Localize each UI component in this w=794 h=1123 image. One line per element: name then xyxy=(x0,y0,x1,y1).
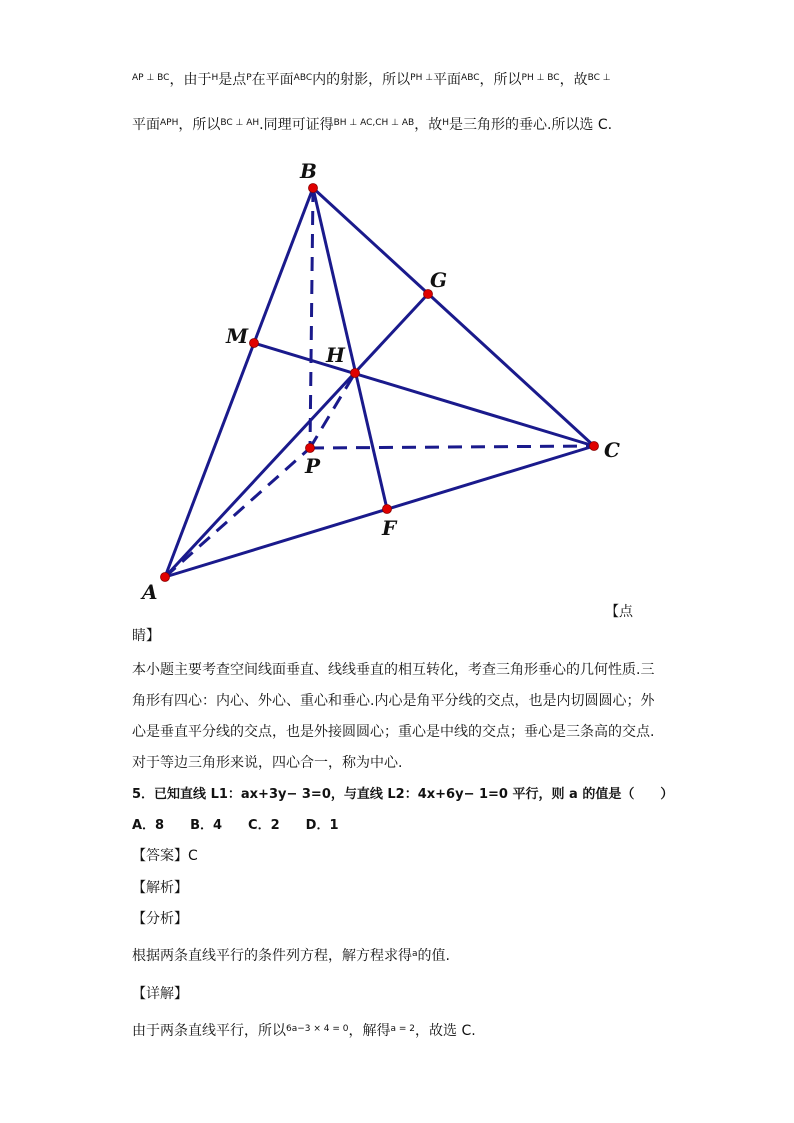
figure-lines xyxy=(165,188,594,577)
text: 由于两条直线平行，所以 xyxy=(132,1023,286,1039)
text: 内的射影，所以 xyxy=(312,72,411,88)
math-ap-perp-bc: AP ⊥ BC xyxy=(132,73,170,83)
label-p: P xyxy=(305,454,321,478)
segment-ac xyxy=(165,446,594,577)
fenxi-label: 【分析】 xyxy=(132,911,188,927)
label-a: A xyxy=(142,580,158,604)
math-abc: ABC xyxy=(293,73,313,83)
label-f: F xyxy=(382,516,397,540)
point-f xyxy=(383,505,392,514)
label-b: B xyxy=(300,159,317,183)
note-line-2: 角形有四心：内心、外心、重心和垂心.内心是角平分线的交点，也是内切圆圆心；外 xyxy=(132,693,655,709)
label-c: C xyxy=(604,438,620,462)
text: ，故选 C. xyxy=(415,1023,476,1039)
math-equation: 6a−3 × 4 = 0 xyxy=(286,1024,349,1034)
segment-bc xyxy=(313,188,594,446)
math-ph-perp-bc: PH ⊥ BC xyxy=(521,73,560,83)
math-h: H xyxy=(211,73,219,83)
note-heading-part1: 【点 xyxy=(605,604,633,620)
point-a xyxy=(161,573,170,582)
label-g: G xyxy=(430,268,448,292)
note-line-3: 心是垂直平分线的交点，也是外接圆圆心；重心是中线的交点；垂心是三条高的交点. xyxy=(132,724,655,740)
note-heading-part2: 睛】 xyxy=(132,628,160,644)
text: ，故 xyxy=(414,117,443,133)
text: ，故 xyxy=(559,72,588,88)
segment-ph xyxy=(310,373,355,448)
geometry-figure xyxy=(130,150,670,610)
detail-text xyxy=(132,1021,476,1043)
math-aph: APH xyxy=(160,118,179,128)
text: ，解得 xyxy=(348,1023,391,1039)
fenxi-text xyxy=(132,946,450,968)
point-m xyxy=(250,339,259,348)
text: 在平面 xyxy=(251,72,294,88)
math-ph-perp: PH ⊥ xyxy=(410,73,434,83)
point-h xyxy=(351,369,360,378)
text: 平面 xyxy=(433,72,462,88)
answer-label: 【答案】 xyxy=(132,848,188,864)
proof-line-1 xyxy=(132,70,611,92)
question-5-options: A．8 B．4 C．2 D．1 xyxy=(132,818,339,833)
text: 是三角形的垂心.所以选 C. xyxy=(448,117,613,133)
math-bc-perp-ah: BC ⊥ AH xyxy=(220,118,260,128)
text: ，所以 xyxy=(178,117,221,133)
math-abc: ABC xyxy=(461,73,480,83)
question-5-stem: 5．已知直线 L1：ax+3y− 3=0，与直线 L2：4x+6y− 1=0 平行，则 a 的值是（ ） xyxy=(132,787,674,802)
segment-pc xyxy=(310,446,594,448)
note-line-4: 对于等边三角形来说，四心合一，称为中心. xyxy=(132,755,403,771)
analysis-label: 【解析】 xyxy=(132,880,188,896)
note-line-1: 本小题主要考查空间线面垂直、线线垂直的相互转化，考查三角形垂心的几何性质.三 xyxy=(132,662,655,678)
math-p: P xyxy=(246,73,252,83)
text: ，由于 xyxy=(169,72,212,88)
detail-label: 【详解】 xyxy=(132,986,188,1002)
math-h: H xyxy=(442,118,449,128)
math-bc-perp: BC ⊥ xyxy=(587,73,611,83)
text: ，所以 xyxy=(479,72,522,88)
text: 的值. xyxy=(417,948,450,964)
segment-mc xyxy=(254,343,594,446)
text: 是点 xyxy=(218,72,247,88)
point-p xyxy=(306,444,315,453)
text: .同理可证得 xyxy=(259,117,334,133)
proof-line-2 xyxy=(132,115,612,137)
segment-ap xyxy=(165,448,310,577)
text: 平面 xyxy=(132,117,160,133)
answer-value: C xyxy=(188,848,198,864)
answer-line xyxy=(132,846,198,866)
label-h: H xyxy=(326,343,345,367)
segment-bp xyxy=(310,188,313,448)
point-b xyxy=(309,184,318,193)
label-m: M xyxy=(226,324,249,348)
math-bh-ch: BH ⊥ AC,CH ⊥ AB xyxy=(333,118,415,128)
math-a: a xyxy=(412,949,418,959)
math-solution: a = 2 xyxy=(390,1024,416,1034)
text: 根据两条直线平行的条件列方程，解方程求得 xyxy=(132,948,412,964)
segment-ab xyxy=(165,188,313,577)
point-c xyxy=(590,442,599,451)
